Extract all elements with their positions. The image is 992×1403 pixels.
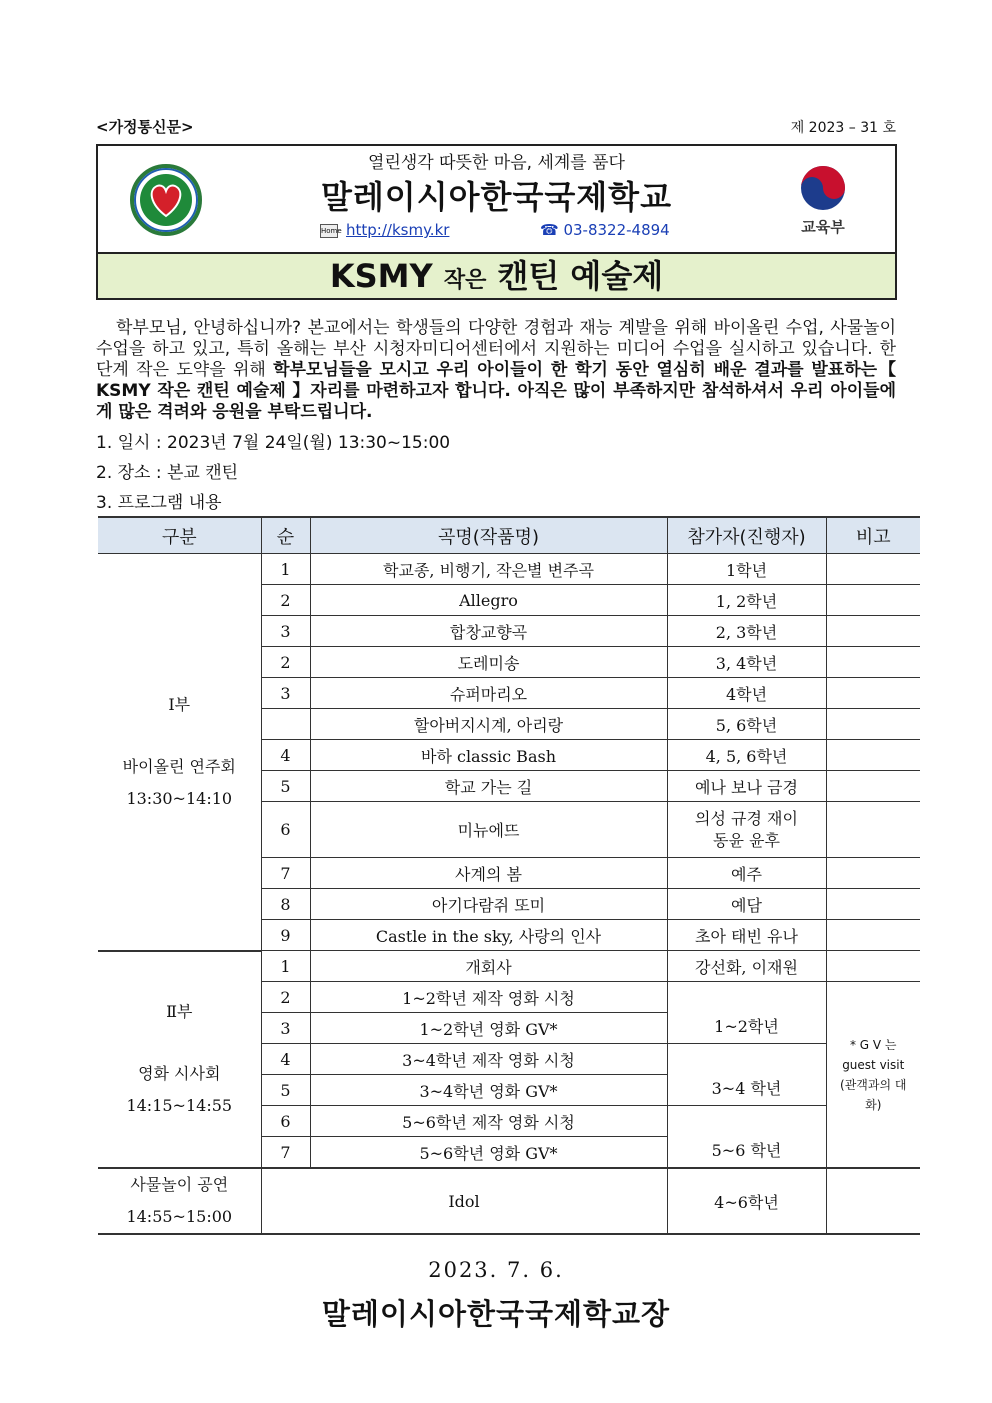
participants: 1학년: [667, 554, 826, 585]
participants: 5~6 학년: [667, 1106, 826, 1169]
participants: 5, 6학년: [667, 709, 826, 740]
participants: 3, 4학년: [667, 647, 826, 678]
banner-title: 캔틴 예술제: [497, 257, 664, 295]
piece: 1~2학년 영화 GV*: [310, 1013, 667, 1044]
order: 8: [261, 889, 310, 920]
part1-time: 13:30~14:10: [126, 788, 233, 808]
remarks: [826, 920, 920, 951]
order: 3: [261, 616, 310, 647]
part2-time: 14:15~14:55: [126, 1096, 233, 1116]
piece: 3~4학년 영화 GV*: [310, 1075, 667, 1106]
ministry-of-education-logo-icon: [787, 160, 859, 240]
part3-cell: [98, 1168, 261, 1234]
banner-ksmy: KSMY: [329, 257, 433, 295]
event-banner: [96, 252, 897, 300]
piece: 5~6학년 영화 GV*: [310, 1137, 667, 1169]
intro-text: 학부모님, 안녕하십니까? 본교에서는 학생들의 다양한 경험과 재능 계발을 위해 바이올린 수업, 사물놀이 수업을 하고 있고, 특히 올해는 부산 시청자미디어센터에서 지원하는 미디어 수업을 실시하고 있습니다. 한 단계 작은 도약을 위해: [96, 318, 896, 380]
piece: Castle in the sky, 사랑의 인사: [310, 920, 667, 951]
header-participants: 참가자(진행자): [667, 517, 826, 554]
piece: Idol: [261, 1168, 667, 1234]
piece: 바하 classic Bash: [310, 740, 667, 771]
banner-small: 작은: [443, 268, 487, 293]
ministry-label: 교육부: [801, 218, 845, 236]
header-piece: 곡명(작품명): [310, 517, 667, 554]
remarks: [826, 889, 920, 920]
piece: 5~6학년 제작 영화 시청: [310, 1106, 667, 1137]
participants: 예주: [667, 858, 826, 889]
order: [261, 709, 310, 740]
remarks: [826, 802, 920, 858]
issue-number: 제 2023 – 31 호: [790, 120, 896, 136]
remarks: [826, 858, 920, 889]
part2-cell: [98, 951, 261, 1169]
home-icon: Home: [320, 224, 338, 238]
piece: 할아버지시계, 아리랑: [310, 709, 667, 740]
part2-name: Ⅱ부: [166, 1002, 193, 1022]
part3-time: 14:55~15:00: [126, 1207, 233, 1226]
school-header: [96, 144, 897, 253]
piece: 슈퍼마리오: [310, 678, 667, 709]
doc-type-tag: <가정통신문>: [96, 118, 194, 136]
order: 3: [261, 678, 310, 709]
phone-number: ☎ 03-8322-4894: [540, 221, 670, 239]
piece: 학교종, 비행기, 작은별 변주곡: [310, 554, 667, 585]
participants: 4, 5, 6학년: [667, 740, 826, 771]
remarks: [826, 951, 920, 982]
header-order: 순: [261, 517, 310, 554]
participants: 1~2학년: [667, 982, 826, 1044]
remarks: [826, 647, 920, 678]
participants-line2: 동윤 윤후: [713, 830, 780, 850]
order: 2: [261, 982, 310, 1013]
order: 6: [261, 1106, 310, 1137]
piece: 도레미송: [310, 647, 667, 678]
remarks: [826, 771, 920, 802]
part1-title: 바이올린 연주회: [122, 756, 236, 776]
participants: 4~6학년: [667, 1168, 826, 1234]
order: 7: [261, 1137, 310, 1169]
order: 4: [261, 740, 310, 771]
school-motto: 열린생각 따뜻한 마음, 세계를 품다: [368, 153, 625, 173]
participants: 3~4 학년: [667, 1044, 826, 1106]
header-category: 구분: [98, 517, 261, 554]
remarks: [826, 740, 920, 771]
piece: 3~4학년 제작 영화 시청: [310, 1044, 667, 1075]
intro-paragraph: [96, 318, 896, 423]
part3-title: 사물놀이 공연: [130, 1175, 229, 1194]
remarks: [826, 678, 920, 709]
piece: Allegro: [310, 585, 667, 616]
participants: 2, 3학년: [667, 616, 826, 647]
order: 3: [261, 1013, 310, 1044]
remarks: [826, 585, 920, 616]
website-link[interactable]: http://ksmy.kr: [346, 221, 450, 239]
order: 5: [261, 1075, 310, 1106]
participants: 초아 태빈 유나: [667, 920, 826, 951]
participants: 예나 보나 금경: [667, 771, 826, 802]
participants-line1: 의성 규경 재이: [695, 808, 798, 828]
part1-cell: [98, 554, 261, 951]
program-table: [98, 516, 920, 1235]
participants: 강선화, 이재원: [667, 951, 826, 982]
issue-date: 2023. 7. 6.: [428, 1258, 564, 1282]
piece: 합창교향곡: [310, 616, 667, 647]
order: 1: [261, 951, 310, 982]
piece: 아기다람쥐 또미: [310, 889, 667, 920]
order: 6: [261, 802, 310, 858]
remarks: [826, 1168, 920, 1234]
school-name: 말레이시아한국국제학교: [320, 178, 673, 216]
piece: 1~2학년 제작 영화 시청: [310, 982, 667, 1013]
participants: 예담: [667, 889, 826, 920]
part1-name: Ⅰ부: [168, 694, 191, 714]
piece: 학교 가는 길: [310, 771, 667, 802]
item-location: 2. 장소 : 본교 캔틴: [96, 463, 239, 483]
intro-bold-text: 학부모님들을 모시고 우리 아이들이 한 학기 동안 열심히 배운 결과를 발표하는【 KSMY 작은 캔틴 예술제 】자리를 마련하고자 합니다. 아직은 많이 부족하지만 참석하셔서 우리 아이들에게 많은 격려와 응원을 부탁드립니다.: [96, 360, 896, 422]
participants: 4학년: [667, 678, 826, 709]
order: 5: [261, 771, 310, 802]
item-datetime: 1. 일시 : 2023년 7월 24일(월) 13:30~15:00: [96, 433, 451, 453]
piece: 미뉴에뜨: [310, 802, 667, 858]
order: 2: [261, 585, 310, 616]
participants: 1, 2학년: [667, 585, 826, 616]
order: 9: [261, 920, 310, 951]
header-remarks: 비고: [826, 517, 920, 554]
part2-title: 영화 시사회: [138, 1064, 221, 1084]
order: 2: [261, 647, 310, 678]
order: 4: [261, 1044, 310, 1075]
principal-signature: 말레이시아한국국제학교장: [321, 1297, 671, 1331]
remarks: [826, 709, 920, 740]
piece: 사계의 봄: [310, 858, 667, 889]
remarks: [826, 554, 920, 585]
remarks: [826, 616, 920, 647]
piece: 개회사: [310, 951, 667, 982]
order: 1: [261, 554, 310, 585]
order: 7: [261, 858, 310, 889]
item-program: 3. 프로그램 내용: [96, 493, 222, 513]
gv-note: * G V 는 guest visit (관객과의 대화): [826, 982, 920, 1169]
website-contact: [320, 221, 449, 239]
participants: [667, 802, 826, 858]
